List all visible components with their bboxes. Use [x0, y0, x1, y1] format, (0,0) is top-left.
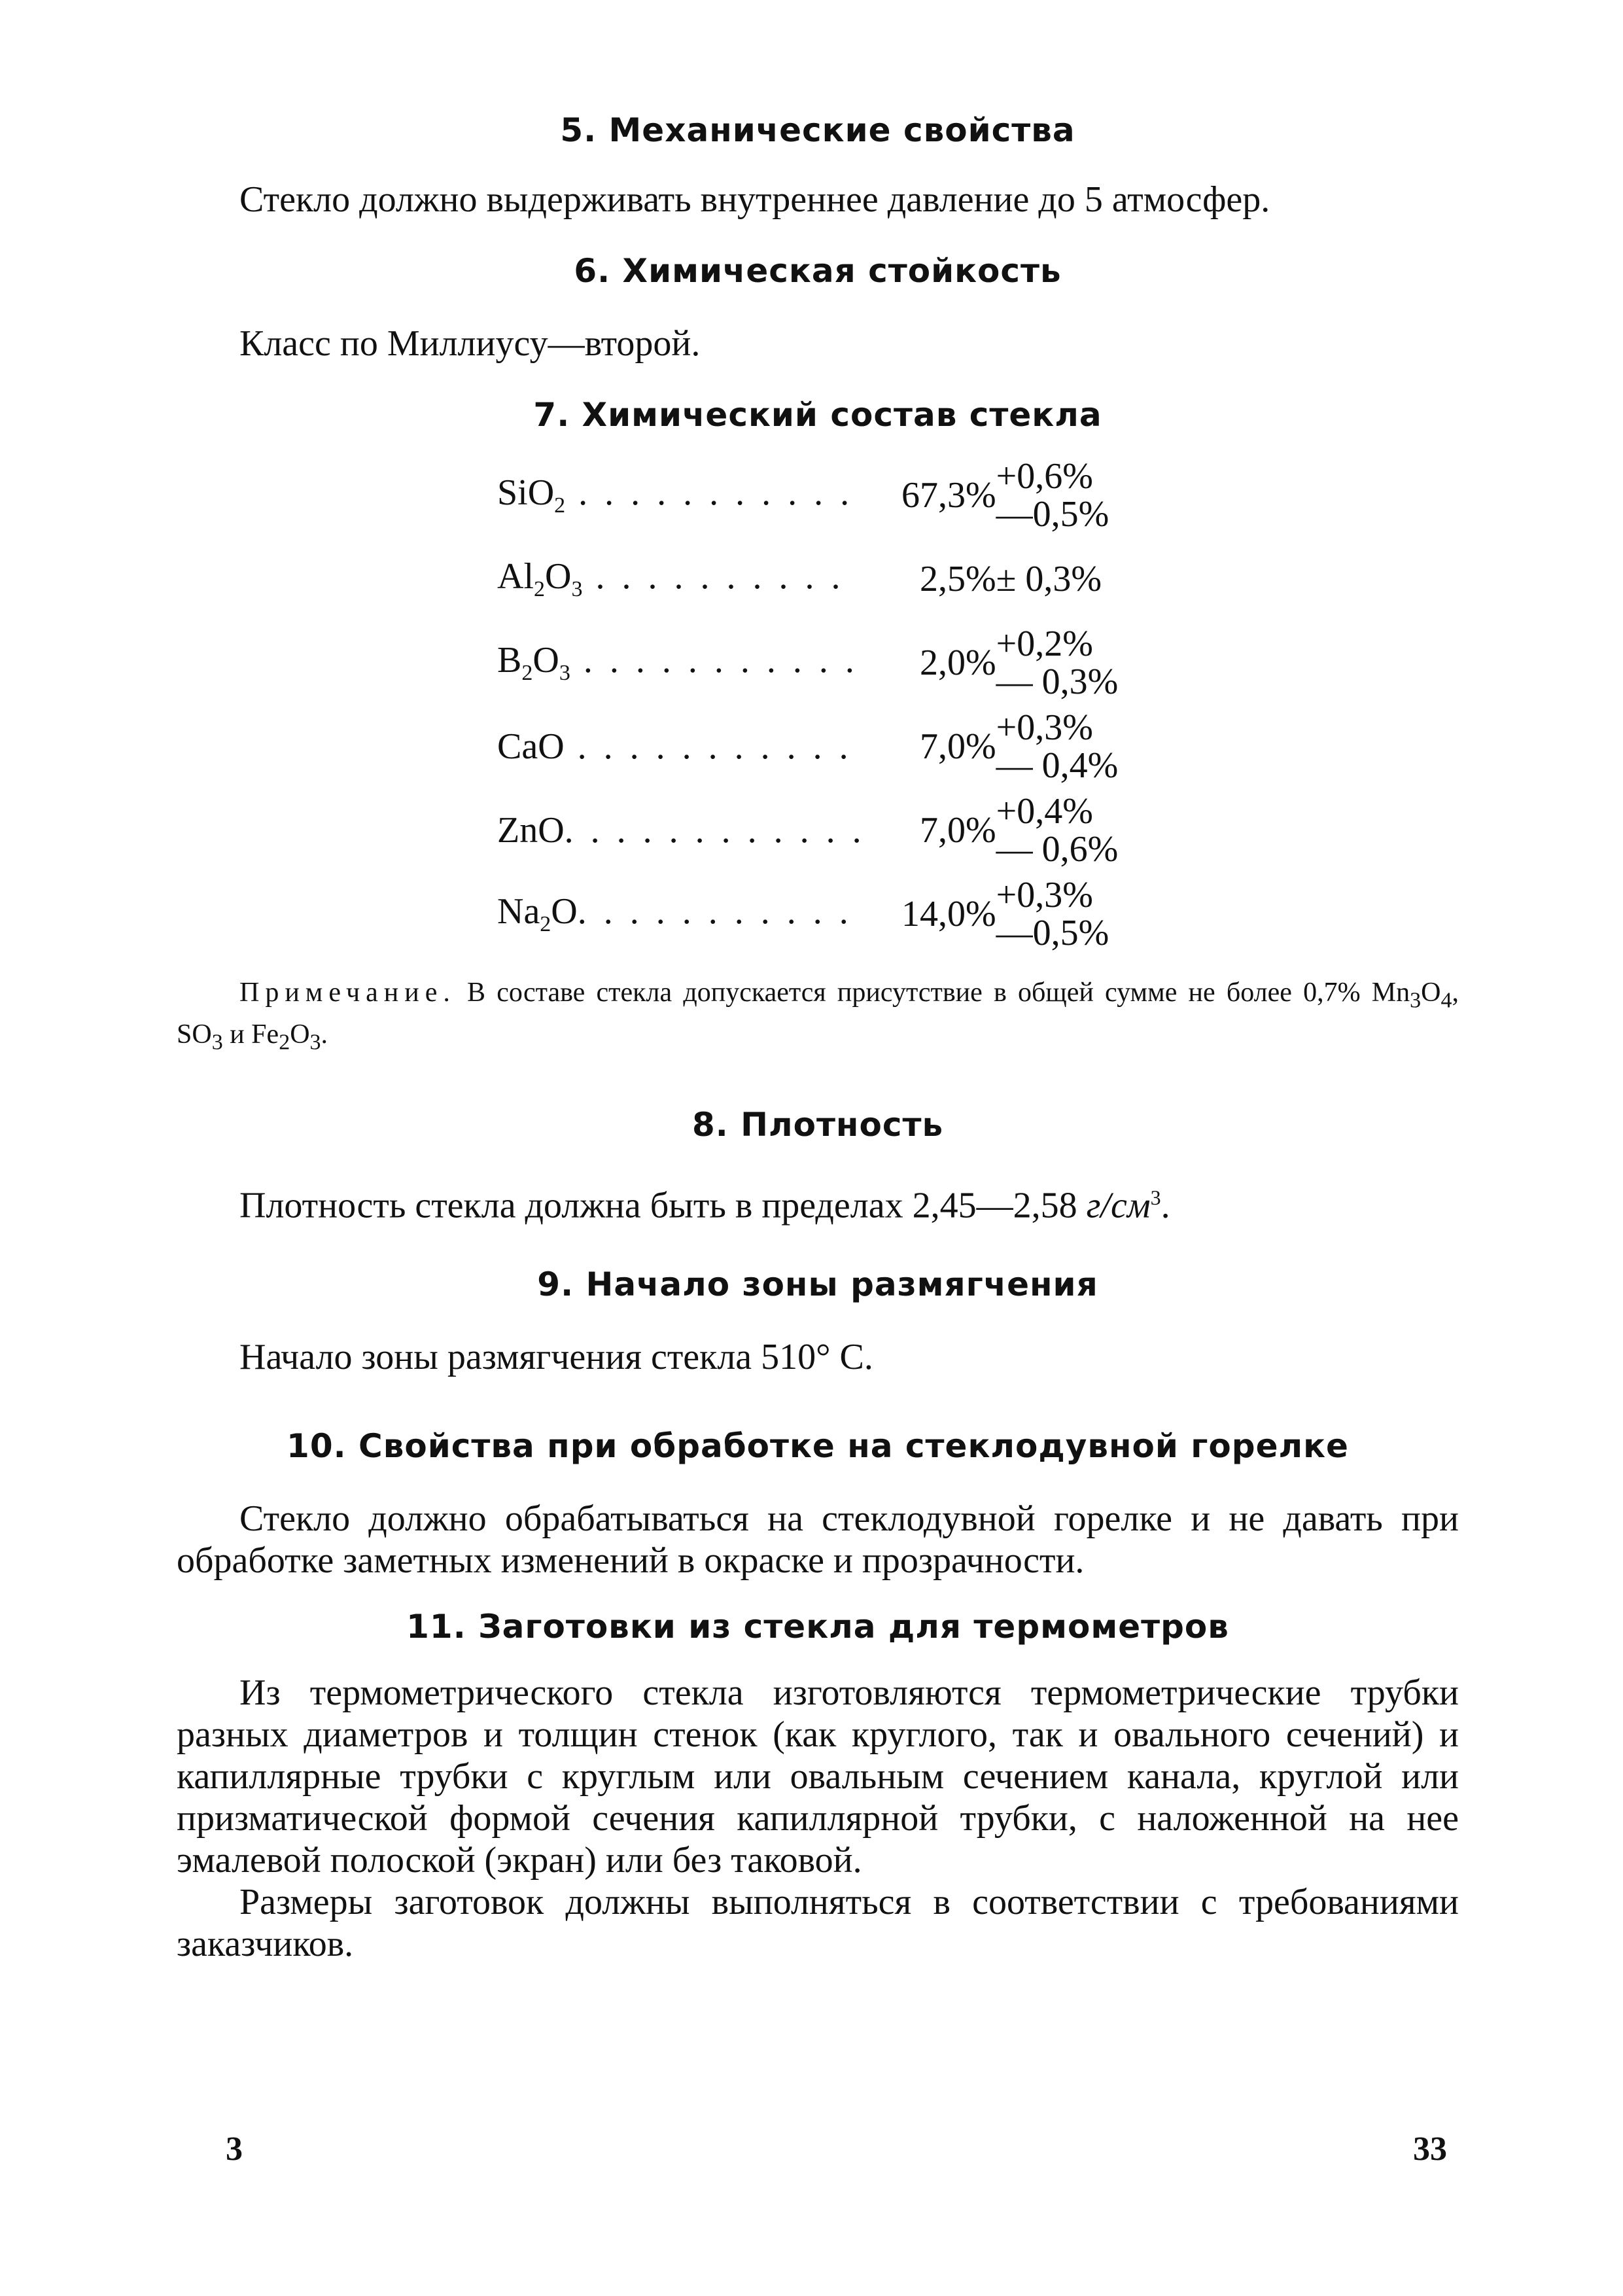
section-5-heading: 5. Механические свойства — [560, 111, 1075, 149]
section-11-paragraph-1: Из термометрического стекла изготовляются термометрические трубки разных диаметров и толщин стенок (как круглого, так и овального сечений) и капиллярные трубки с круглым или овальным сечением канала, круглой или призматической формой сечения капиллярной трубки, с наложенной на нее эмалевой полоской (экран) или без таковой. — [177, 1672, 1459, 1881]
composition-row-cao — [497, 705, 1118, 788]
formula-subscript: 2 — [554, 493, 566, 518]
section-8-heading: 8. Плотность — [691, 1105, 944, 1144]
leader-dots: . . . . . . . . . . . . — [564, 810, 865, 851]
tolerance-plus: +0,3% — [996, 707, 1093, 748]
unit-superscript: 3 — [1150, 1185, 1161, 1209]
note-text: O — [290, 1019, 310, 1050]
chem-value: 67,3% — [901, 475, 996, 516]
section-5-text: Стекло должно выдерживать внутреннее давление до 5 атмосфер. — [239, 179, 1270, 220]
footer-signature-number: 3 — [226, 2130, 243, 2168]
leader-dots: . . . . . . . . . . . — [577, 891, 852, 932]
leader-dots: . . . . . . . . . . . — [565, 472, 854, 514]
leader-dots: . . . . . . . . . . — [582, 556, 845, 597]
chem-value: 2,5% — [920, 559, 996, 599]
section-10-heading: 10. Свойства при обработке на стеклодувной горелке — [287, 1427, 1349, 1466]
chem-value: 7,0% — [920, 726, 996, 767]
tolerance: ± 0,3% — [996, 559, 1102, 599]
note-subscript: 2 — [279, 1030, 290, 1055]
chem-formula-part: O — [545, 556, 572, 597]
chem-formula: SiO — [497, 472, 555, 514]
chem-formula: ZnO — [497, 810, 565, 851]
composition-row-sio2 — [497, 453, 1118, 537]
composition-row-b2o3 — [497, 621, 1118, 705]
formula-subscript: 2 — [534, 577, 545, 602]
tolerance-minus: — 0,6% — [996, 829, 1119, 870]
formula-subscript: 2 — [540, 912, 551, 937]
composition-row-zno — [497, 788, 1118, 872]
note-text: и Fe — [222, 1019, 279, 1050]
tolerance-plus: +0,4% — [996, 791, 1093, 832]
tolerance-minus: — 0,3% — [996, 662, 1119, 702]
composition-note — [177, 976, 1459, 1060]
composition-row-al2o3 — [497, 537, 1118, 621]
formula-subscript: 3 — [571, 577, 583, 602]
note-subscript: 3 — [1410, 988, 1422, 1013]
section-7-heading: 7. Химический состав стекла — [533, 396, 1102, 434]
note-text: В составе стекла допускается присутствие в общей сумме не более 0,7% Mn — [455, 978, 1410, 1008]
density-text: Плотность стекла должна быть в пределах 2,45—2,58 — [239, 1185, 1087, 1226]
chem-formula-part: O — [532, 640, 559, 681]
note-subscript: 3 — [211, 1030, 223, 1055]
leader-dots: . . . . . . . . . . . — [570, 640, 858, 681]
tolerance — [996, 709, 1119, 785]
chem-formula: Al — [497, 556, 534, 597]
section-8-text — [177, 1176, 1459, 1227]
tolerance-minus: —0,5% — [996, 494, 1109, 535]
section-11-paragraph-2: Размеры заготовок должны выполняться в соответствии с требованиями заказчиков. — [177, 1882, 1459, 1965]
tolerance-plus: +0,3% — [996, 875, 1093, 915]
tolerance — [996, 625, 1119, 701]
tolerance — [996, 876, 1109, 952]
chem-formula: CaO — [497, 726, 565, 767]
section-6-text: Класс по Миллиусу—второй. — [239, 323, 701, 364]
page-content — [177, 98, 1459, 1965]
tolerance — [996, 792, 1119, 868]
leader-dots: . . . . . . . . . . . — [564, 726, 852, 767]
chem-formula: Na — [497, 891, 540, 932]
chem-value: 2,0% — [920, 643, 996, 683]
tolerance-minus: — 0,4% — [996, 745, 1119, 786]
chem-value: 14,0% — [901, 894, 996, 934]
chem-formula-part: O — [551, 891, 578, 932]
density-unit: г/см — [1086, 1185, 1151, 1226]
composition-row-na2o — [497, 872, 1118, 956]
tolerance-plus: +0,2% — [996, 624, 1093, 664]
note-subscript: 4 — [1440, 988, 1452, 1013]
section-9-heading: 9. Начало зоны размягчения — [537, 1265, 1098, 1304]
section-6-heading: 6. Химическая стойкость — [574, 252, 1062, 290]
tolerance — [996, 457, 1109, 533]
note-subscript: 3 — [309, 1030, 321, 1055]
note-text: , SO — [177, 978, 1459, 1050]
tolerance-plus: +0,6% — [996, 456, 1093, 497]
formula-subscript: 3 — [559, 661, 570, 686]
section-10-text: Стекло должно обрабатываться на стеклодувной горелке и не давать при обработке заметных изменений в окраске и прозрачности. — [177, 1498, 1459, 1581]
note-text: O — [1421, 978, 1441, 1008]
formula-subscript: 2 — [521, 661, 533, 686]
page-number: 33 — [1413, 2130, 1447, 2168]
section-11-heading: 11. Заготовки из стекла для термометров — [406, 1608, 1229, 1646]
tolerance-minus: —0,5% — [996, 913, 1109, 953]
note-label: Примечание. — [239, 978, 456, 1008]
chem-value: 7,0% — [920, 810, 996, 851]
section-9-text: Начало зоны размягчения стекла 510° С. — [239, 1337, 873, 1378]
note-text: . — [321, 1019, 328, 1050]
chem-formula: B — [497, 640, 522, 681]
density-end: . — [1161, 1185, 1170, 1226]
composition-table — [497, 453, 1118, 956]
